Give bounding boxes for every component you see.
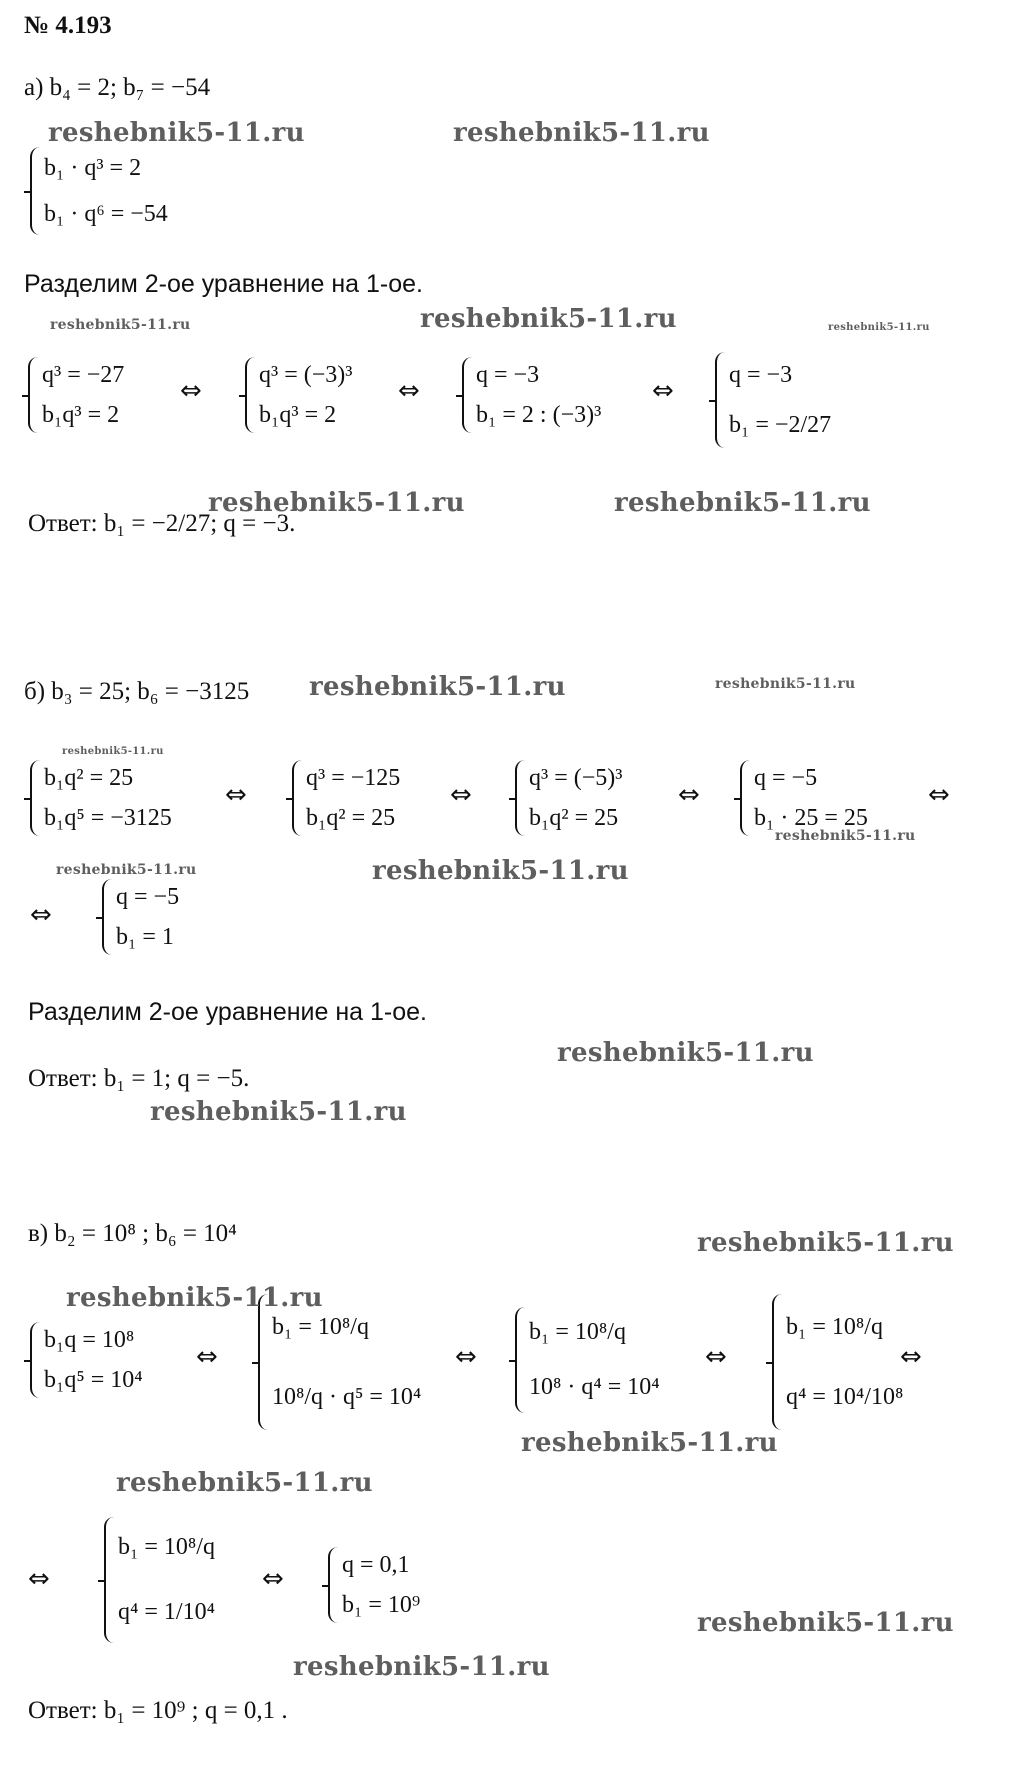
part-c-answer: Ответ: b₁ = 10⁹ ; q = 0,1 . [28,1697,288,1724]
equation: 10⁸ · q⁴ = 10⁴ [529,1374,660,1400]
equation: q³ = (−3)³ [259,361,353,388]
watermark: reshebnik5-11.ru [715,676,856,692]
part-b-step-4 [740,758,868,838]
part-a-step-2 [245,355,352,435]
iff-symbol: ⇔ [398,376,420,406]
iff-symbol: ⇔ [450,780,472,810]
watermark: reshebnik5-11.ru [614,488,871,518]
equation: q³ = (−5)³ [529,764,623,791]
equation: b₁ = 1 [116,923,174,950]
watermark: reshebnik5-11.ru [828,322,930,333]
equation: b₁q = 10⁸ [44,1326,135,1353]
iff-symbol: ⇔ [705,1342,727,1372]
equation: b₁ · 25 = 25 [754,804,868,831]
part-a-step-4 [715,350,831,450]
iff-symbol: ⇔ [28,1564,50,1594]
part-a-given: а) b₄ = 2; b₇ = −54 [24,74,211,101]
equation: b₁q⁵ = 10⁴ [44,1366,143,1393]
equation: q = −3 [476,361,540,388]
watermark: reshebnik5-11.ru [372,856,629,886]
iff-symbol: ⇔ [225,780,247,810]
equation: b₁q² = 25 [306,804,396,831]
part-c-given: в) b₂ = 10⁸ ; b₆ = 10⁴ [28,1220,237,1247]
watermark: reshebnik5-11.ru [56,862,197,878]
equation: 10⁸/q · q⁵ = 10⁴ [272,1383,422,1410]
part-c-step-2 [258,1292,421,1432]
watermark: reshebnik5-11.ru [293,1652,550,1682]
equation: b₁ = 10⁸/q [118,1534,215,1560]
part-a-answer: Ответ: b₁ = −2/27; q = −3. [28,510,296,537]
watermark: reshebnik5-11.ru [62,746,164,757]
equation: b₁ = −2/27 [729,411,832,438]
equation: q³ = −27 [42,361,125,388]
watermark: reshebnik5-11.ru [697,1228,954,1258]
iff-symbol: ⇔ [30,900,52,930]
part-c-step-3 [515,1305,660,1415]
equation: b₁ = 10⁹ [342,1591,421,1618]
iff-symbol: ⇔ [928,780,950,810]
part-a-system-1 [30,145,168,237]
part-b-divide-note: Разделим 2-ое уравнение на 1-ое. [28,998,427,1026]
problem-number: № 4.193 [24,12,112,39]
part-c-step-1 [30,1320,143,1400]
part-c-step-6 [328,1545,420,1625]
iff-symbol: ⇔ [455,1342,477,1372]
equation: b₁ = 10⁸/q [529,1319,626,1345]
equation: q = −5 [754,764,818,791]
equation: b₁q³ = 2 [42,401,120,428]
equation: b₁q³ = 2 [259,401,337,428]
part-b-step-1 [30,758,172,838]
equation: b₁ · q⁶ = −54 [44,200,168,227]
part-b-step-3 [515,758,622,838]
equation: b₁ = 2 : (−3)³ [476,401,602,428]
equation: b₁ = 10⁸/q [786,1313,883,1340]
iff-symbol: ⇔ [678,780,700,810]
equation: b₁ = 10⁸/q [272,1313,369,1340]
iff-symbol: ⇔ [180,376,202,406]
part-b-answer: Ответ: b₁ = 1; q = −5. [28,1065,250,1092]
watermark: reshebnik5-11.ru [208,488,465,518]
watermark: reshebnik5-11.ru [453,118,710,148]
equation: q⁴ = 1/10⁴ [118,1599,215,1625]
watermark: reshebnik5-11.ru [150,1097,407,1127]
iff-symbol: ⇔ [196,1342,218,1372]
equation: b₁q⁵ = −3125 [44,804,172,831]
part-a-step-1 [28,355,124,435]
watermark: reshebnik5-11.ru [48,118,305,148]
equation: q³ = −125 [306,764,401,791]
part-a-step-3 [462,355,601,435]
watermark: reshebnik5-11.ru [116,1468,373,1498]
iff-symbol: ⇔ [900,1342,922,1372]
part-c-step-5 [104,1515,215,1645]
part-b-given: б) b₃ = 25; b₆ = −3125 [24,678,250,705]
watermark: reshebnik5-11.ru [557,1038,814,1068]
equation: b₁ · q³ = 2 [44,154,142,181]
watermark: reshebnik5-11.ru [697,1608,954,1638]
equation: q = −3 [729,361,793,388]
watermark: reshebnik5-11.ru [309,672,566,702]
part-a-divide-note: Разделим 2-ое уравнение на 1-ое. [24,270,423,298]
equation: q = 0,1 [342,1551,410,1578]
watermark: reshebnik5-11.ru [66,1283,323,1313]
watermark: reshebnik5-11.ru [521,1428,778,1458]
part-b-step-2 [292,758,400,838]
equation: q = −5 [116,883,180,910]
watermark: reshebnik5-11.ru [420,304,677,334]
iff-symbol: ⇔ [262,1564,284,1594]
part-b-final [102,877,179,957]
watermark: reshebnik5-11.ru [775,828,916,844]
watermark: reshebnik5-11.ru [50,317,191,333]
equation: q⁴ = 10⁴/10⁸ [786,1383,904,1410]
part-c-step-4 [772,1292,903,1432]
equation: b₁q² = 25 [529,804,619,831]
equation: b₁q² = 25 [44,764,134,791]
iff-symbol: ⇔ [652,376,674,406]
